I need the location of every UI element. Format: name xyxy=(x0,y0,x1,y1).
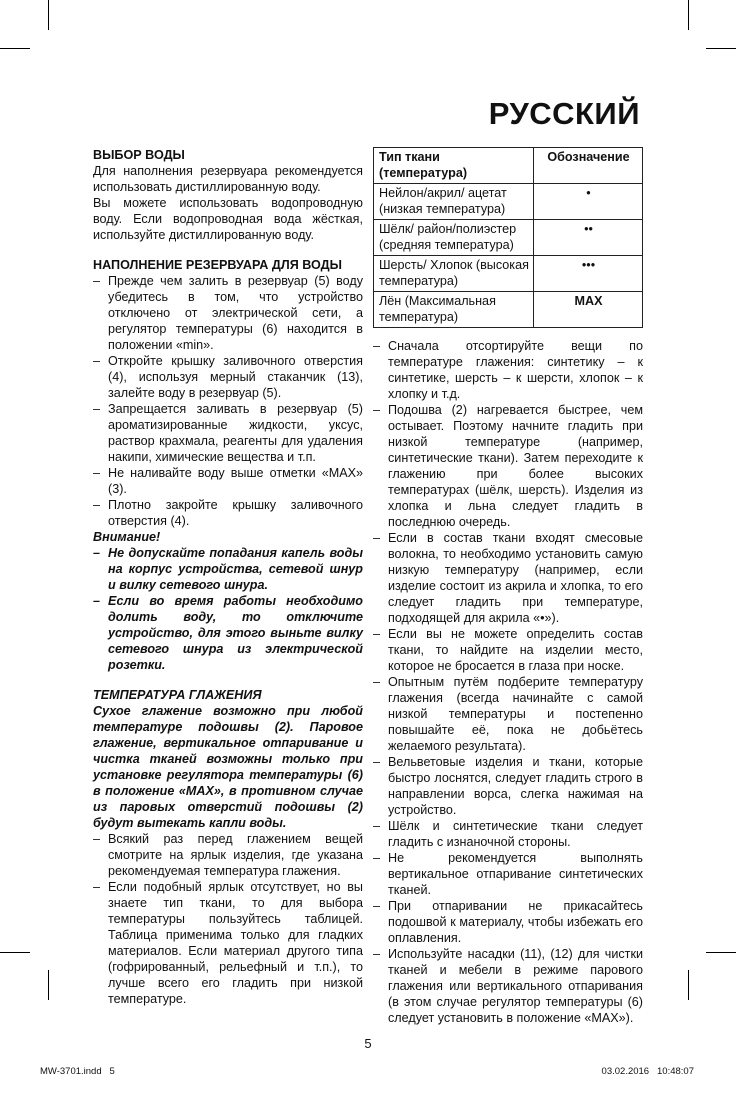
section-title-temperature: ТЕМПЕРАТУРА ГЛАЖЕНИЯ xyxy=(93,688,262,702)
header-symbol: Обозначение xyxy=(534,148,643,184)
list-item: – Опытным путём подберите температуру глажения (всегда начинайте с самой низкой температуры и постепенно повышайте её, пока не добьётесь желаемого результата). xyxy=(373,674,643,754)
fabric-cell: Лён (Максимальная температура) xyxy=(374,292,534,328)
section-title-fill: НАПОЛНЕНИЕ РЕЗЕРВУАРА ДЛЯ ВОДЫ xyxy=(93,258,342,272)
crop-mark xyxy=(688,0,689,30)
table-row xyxy=(374,292,643,328)
crop-mark xyxy=(688,970,689,1000)
crop-mark xyxy=(48,0,49,30)
list-item: – Если вы не можете определить состав ткани, то найдите на изделии место, которое не бросается в глаза при носке. xyxy=(373,626,643,674)
crop-mark xyxy=(0,952,30,953)
list-item: – Шёлк и синтетические ткани следует гладить с изнаночной стороны. xyxy=(373,818,643,850)
table-header-row xyxy=(374,148,643,184)
list-item: – При отпаривании не прикасайтесь подошвой к материалу, чтобы избежать его оплавления. xyxy=(373,898,643,946)
header-fabric: Тип ткани (температура) xyxy=(374,148,534,184)
list-item: – Запрещается заливать в резервуар (5) ароматизированные жидкости, уксус, раствор крахмала, реагенты для удаления накипи, химические вещества и т.п. xyxy=(93,401,363,465)
list-item: – Всякий раз перед глажением вещей смотрите на ярлык изделия, где указана рекомендуемая температура глажения. xyxy=(93,831,363,879)
list-item: – Используйте насадки (11), (12) для чистки тканей и мебели в режиме парового глажения или вертикального отпаривания (в этом случае регулятор температуры (6) следует установить в положение «MAX»). xyxy=(373,946,643,1026)
list-item: – Подошва (2) нагревается быстрее, чем остывает. Поэтому начните гладить при низкой температуре (например, синтетические ткани). Затем переходите к глажению при более высоких температурах (шёлк, шерсть). Изделия из хлопка и льна следует гладить в последнюю очередь. xyxy=(373,402,643,530)
paragraph: Для наполнения резервуара рекомендуется использовать дистиллированную воду. xyxy=(93,164,363,194)
list-item: – Плотно закройте крышку заливочного отверстия (4). xyxy=(93,497,363,529)
fabric-cell: Нейлон/акрил/ ацетат (низкая температура) xyxy=(374,184,534,220)
page-number: 5 xyxy=(364,1036,372,1051)
paragraph: Сухое глажение возможно при любой температуре подошвы (2). Паровое глажение, вертикальное отпаривание и чистка тканей возможны только при установке регулятора температуры (6) в положение «MAX», в противном случае из паровых отверстий подошвы (2) будут вытекать капли воды. xyxy=(93,704,363,830)
crop-mark xyxy=(706,48,736,49)
crop-mark xyxy=(48,970,49,1000)
attention-list xyxy=(93,545,363,673)
section-title-water: ВЫБОР ВОДЫ xyxy=(93,148,185,162)
list-item: – Не рекомендуется выполнять вертикальное отпаривание синтетических тканей. xyxy=(373,850,643,898)
list-item: – Не допускайте попадания капель воды на корпус устройства, сетевой шнур и вилку сетевого шнура. xyxy=(93,545,363,593)
footer-file: MW-3701.indd 5 xyxy=(40,1066,115,1077)
list-item: – Сначала отсортируйте вещи по температуре глажения: синтетику – к синтетике, шерсть – к шерсти, хлопок – к хлопку и т.д. xyxy=(373,338,643,402)
fill-list xyxy=(93,273,363,529)
language-heading: РУССКИЙ xyxy=(488,96,640,131)
crop-mark xyxy=(0,48,30,49)
table-row xyxy=(374,256,643,292)
table-row xyxy=(374,184,643,220)
temperature-list xyxy=(93,831,363,1007)
list-item: – Если подобный ярлык отсутствует, но вы знаете тип ткани, то для выбора температуры пользуйтесь таблицей. Таблица применима только для гладких материалов. Если материал другого типа (гофрированный, рельефный и т.п.), то лучше всего его гладить при низкой температуре. xyxy=(93,879,363,1007)
list-item: – Не наливайте воду выше отметки «MAX» (3). xyxy=(93,465,363,497)
table-row xyxy=(374,220,643,256)
attention-label: Внимание! xyxy=(93,530,161,544)
symbol-cell: • xyxy=(534,184,643,220)
list-item: – Прежде чем залить в резервуар (5) воду убедитесь в том, что устройство отключено от электрической сети, а регулятор температуры (6) находится в положении «min». xyxy=(93,273,363,353)
paragraph: Вы можете использовать водопроводную воду. Если водопроводная вода жёсткая, используйте дистиллированную воду. xyxy=(93,196,363,242)
symbol-cell: •• xyxy=(534,220,643,256)
list-item: – Если во время работы необходимо долить воду, то отключите устройство, для этого выньте вилку сетевого шнура из электрической розетки. xyxy=(93,593,363,673)
right-column xyxy=(373,147,643,1026)
symbol-cell: MAX xyxy=(534,292,643,328)
symbol-cell: ••• xyxy=(534,256,643,292)
columns xyxy=(93,147,736,1026)
list-item: – Если в состав ткани входят смесовые волокна, то необходимо установить самую низкую температуру (например, если изделие состоит из акрила и хлопка, то его следует гладить при температуре, подходящей для акрила «•»). xyxy=(373,530,643,626)
print-footer xyxy=(0,1052,736,1094)
fabric-temperature-table xyxy=(373,147,643,328)
list-item: – Вельветовые изделия и ткани, которые быстро лоснятся, следует гладить строго в направлении ворса, слегка нажимая на устройство. xyxy=(373,754,643,818)
crop-mark xyxy=(706,952,736,953)
fabric-cell: Шёлк/ район/полиэстер (средняя температура) xyxy=(374,220,534,256)
left-column xyxy=(93,147,363,1026)
fabric-cell: Шерсть/ Хлопок (высокая температура) xyxy=(374,256,534,292)
list-item: – Откройте крышку заливочного отверстия (4), используя мерный стаканчик (13), залейте воду в резервуар (5). xyxy=(93,353,363,401)
ironing-tips-list xyxy=(373,338,643,1026)
footer-timestamp: 03.02.2016 10:48:07 xyxy=(601,1066,694,1077)
